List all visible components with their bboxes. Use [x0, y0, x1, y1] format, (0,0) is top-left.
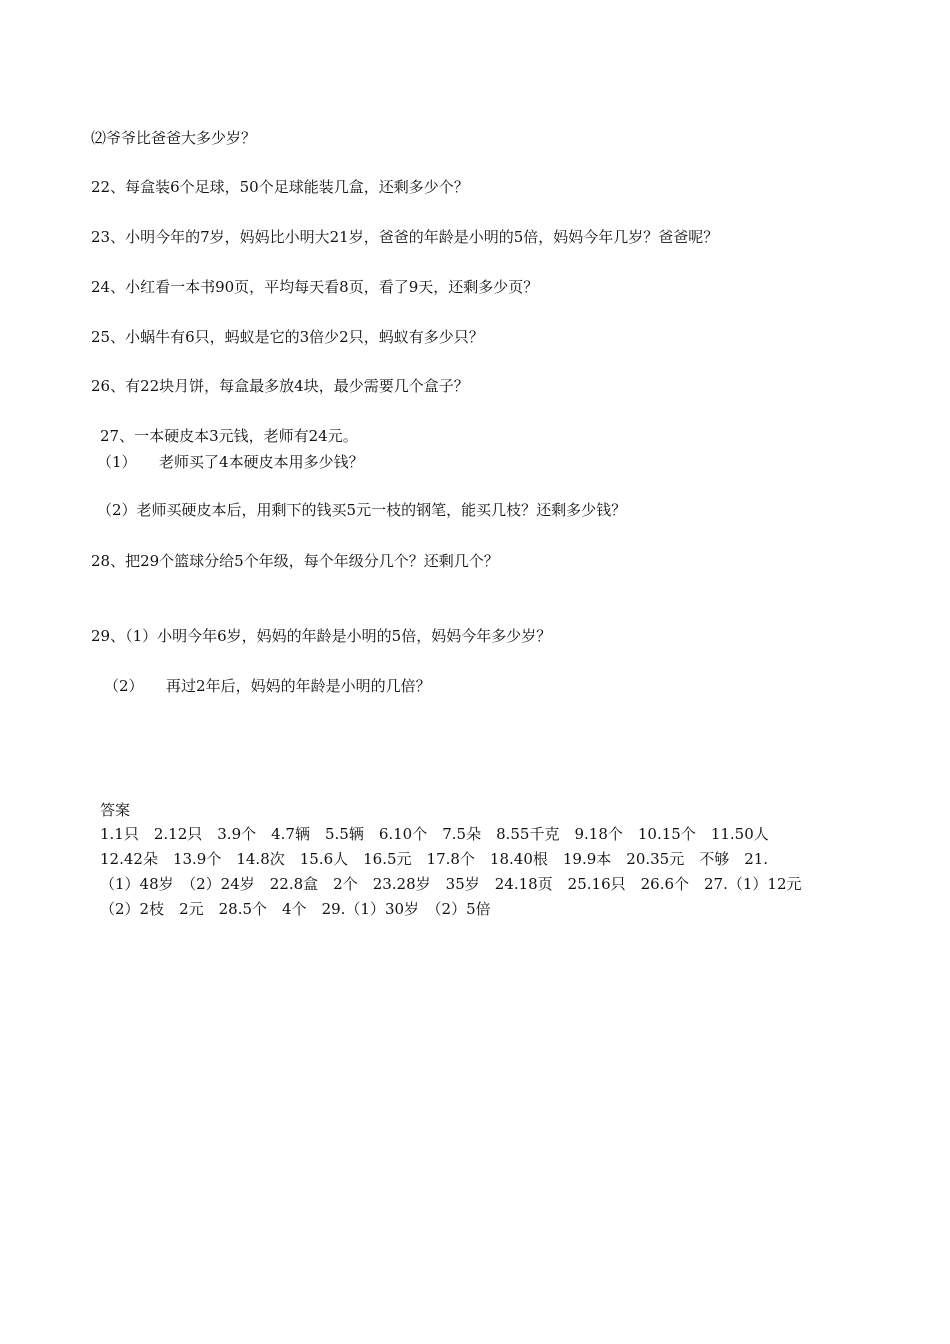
- answer-title: 答案: [100, 801, 131, 819]
- question-25: 25、小蜗牛有6只，蚂蚁是它的3倍少2只，蚂蚁有多少只？: [91, 328, 484, 346]
- answer-line: 1.1只 2.12只 3.9个 4.7辆 5.5辆 6.10个 7.5朵 8.55千克 9.18个 10.15个 11.50人: [100, 825, 769, 843]
- answer-line: （2）2枝 2元 28.5个 4个 29.（1）30岁 （2）5倍: [100, 900, 491, 918]
- answer-line: （1）48岁 （2）24岁 22.8盒 2个 23.28岁 35岁 24.18页 25.16只 26.6个 27.（1）12元: [100, 875, 802, 893]
- question-22: 22、每盒装6个足球，50个足球能装几盒，还剩多少个？: [91, 178, 469, 196]
- question-29-part-2: （2） 再过2年后，妈妈的年龄是小明的几倍？: [104, 677, 431, 695]
- question-26: 26、有22块月饼，每盒最多放4块，最少需要几个盒子？: [91, 377, 469, 395]
- answer-section: [100, 798, 870, 922]
- question-28: 28、把29个篮球分给5个年级，每个年级分几个？还剩几个？: [91, 552, 499, 570]
- answer-line: 12.42朵 13.9个 14.8次 15.6人 16.5元 17.8个 18.40根 19.9本 20.35元 不够 21.: [100, 850, 769, 868]
- question-27-part-2: （2）老师买硬皮本后，用剩下的钱买5元一枝的钢笔，能买几枝？还剩多少钱？: [97, 501, 627, 519]
- question-27: 27、一本硬皮本3元钱，老师有24元。: [100, 427, 358, 445]
- question-24: 24、小红看一本书90页，平均每天看8页，看了9天，还剩多少页？: [91, 278, 539, 296]
- question-29: 29、（1）小明今年6岁，妈妈的年龄是小明的5倍，妈妈今年多少岁？: [91, 627, 552, 645]
- question-21-part-2: ⑵爷爷比爸爸大多少岁？: [91, 129, 257, 147]
- question-27-part-1: （1） 老师买了4本硬皮本用多少钱？: [97, 453, 364, 471]
- question-23: 23、小明今年的7岁，妈妈比小明大21岁，爸爸的年龄是小明的5倍，妈妈今年几岁？爸爸呢？: [91, 228, 719, 246]
